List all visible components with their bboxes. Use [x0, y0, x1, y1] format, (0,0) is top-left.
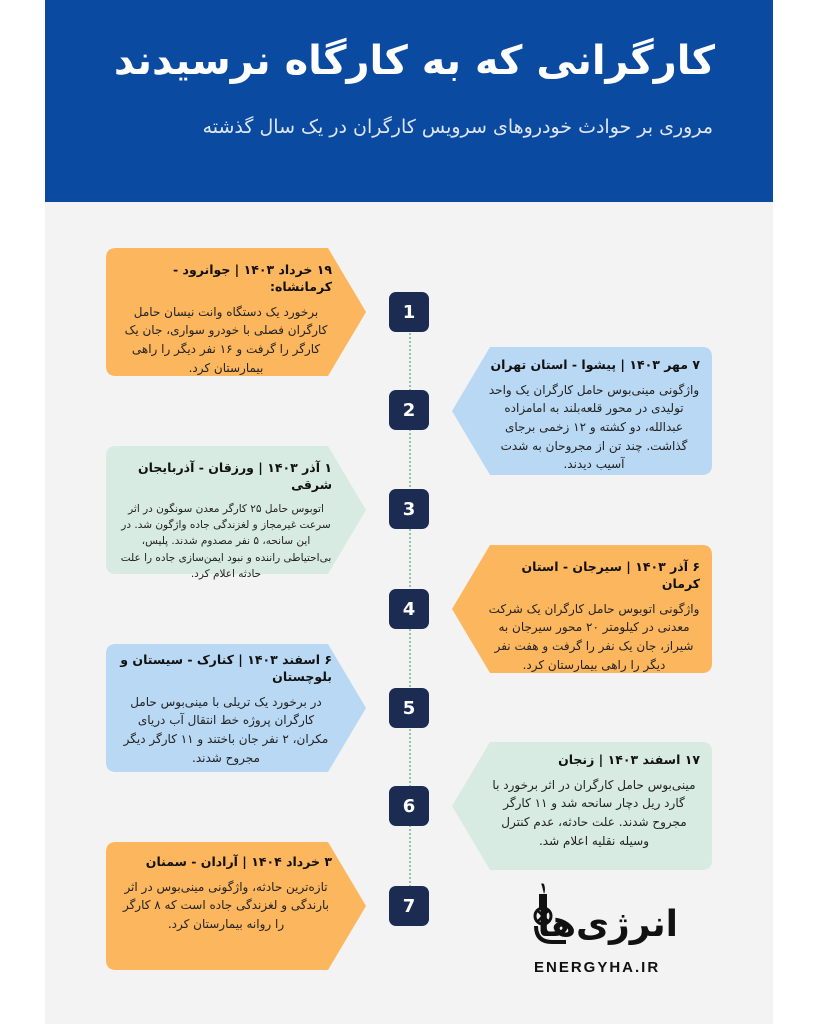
event-card-5 [106, 644, 366, 772]
event-description: اتوبوس حامل ۲۵ کارگر معدن سونگون در اثر سرعت غیرمجاز و لغزندگی جاده واژگون شد. در این سانحه، ۵ نفر مصدوم شدند. پلیس، بی‌احتیاطی راننده و نبود ایمن‌سازی جاده را علت حادثه اعلام کرد. [120, 502, 332, 580]
event-title: ۱ آذر ۱۴۰۳ | ورزقان - آذربایجان شرقی [138, 460, 332, 492]
logo-wordmark: انرژی‌ها [537, 904, 678, 945]
step-number-1: 1 [389, 292, 429, 332]
logo-url: ENERGYHA.IR [534, 959, 661, 976]
event-description: واژگونی مینی‌بوس حامل کارگران یک واحد تولیدی در محور قلعه‌بلند به امامزاده عبدالله، دو کشته و ۱۲ زخمی برجای گذاشت. چند تن از مجروحان به شدت آسیب دیدند. [488, 382, 700, 472]
event-title: ۷ مهر ۱۴۰۳ | پیشوا - استان تهران [490, 357, 700, 372]
event-title: ۶ اسفند ۱۴۰۳ | کنارک - سیستان و بلوچستان [120, 652, 332, 684]
event-card-7 [106, 842, 366, 970]
step-number-3: 3 [389, 489, 429, 529]
event-title: ۱۷ اسفند ۱۴۰۳ | زنجان [558, 752, 700, 767]
event-card-6 [452, 742, 712, 870]
energyha-logo [528, 880, 678, 980]
step-number-4: 4 [389, 589, 429, 629]
event-card-4 [452, 545, 712, 673]
event-description: واژگونی اتوبوس حامل کارگران یک شرکت معدنی در کیلومتر ۲۰ محور سیرجان به شیراز، جان یک نفر را گرفت و هفت نفر دیگر را راهی بیمارستان کرد. [488, 601, 700, 672]
event-title: ۱۹ خرداد ۱۴۰۳ | جوانرود - کرمانشاه: [173, 262, 332, 294]
step-number-6: 6 [389, 786, 429, 826]
event-title: ۶ آذر ۱۴۰۳ | سیرجان - استان کرمان [521, 559, 700, 591]
event-description: برخورد یک دستگاه وانت نیسان حامل کارگران فصلی با خودرو سواری، جان یک کارگر را گرفت و ۱۶ نفر دیگر را راهی بیمارستان کرد. [124, 304, 328, 375]
event-card-2 [452, 347, 712, 475]
event-title: ۳ خرداد ۱۴۰۴ | آرادان - سمنان [145, 854, 332, 869]
header-banner [45, 0, 773, 202]
step-number-5: 5 [389, 688, 429, 728]
event-description: در برخورد یک تریلی با مینی‌بوس حامل کارگران پروژه خط انتقال آب دریای مکران، ۲ نفر جان باختند و ۱۱ کارگر دیگر مجروح شدند. [123, 694, 329, 765]
event-card-1 [106, 248, 366, 376]
step-number-7: 7 [389, 886, 429, 926]
event-card-3 [106, 446, 366, 580]
event-description: مینی‌بوس حامل کارگران در اثر برخورد با گارد ریل دچار سانحه شد و ۱۱ کارگر مجروح شدند. علت حادثه، عدم کنترل وسیله نقلیه اعلام شد. [492, 777, 696, 848]
page-subtitle: مروری بر حوادث خودروهای سرویس کارگران در یک سال گذشته [202, 116, 713, 138]
step-number-2: 2 [389, 390, 429, 430]
event-description: تازه‌ترین حادثه، واژگونی مینی‌بوس در اثر بارندگی و لغزندگی جاده است که ۸ کارگر را روانه بیمارستان کرد. [122, 879, 330, 932]
page-title: کارگرانی که به کارگاه نرسیدند [113, 38, 715, 84]
